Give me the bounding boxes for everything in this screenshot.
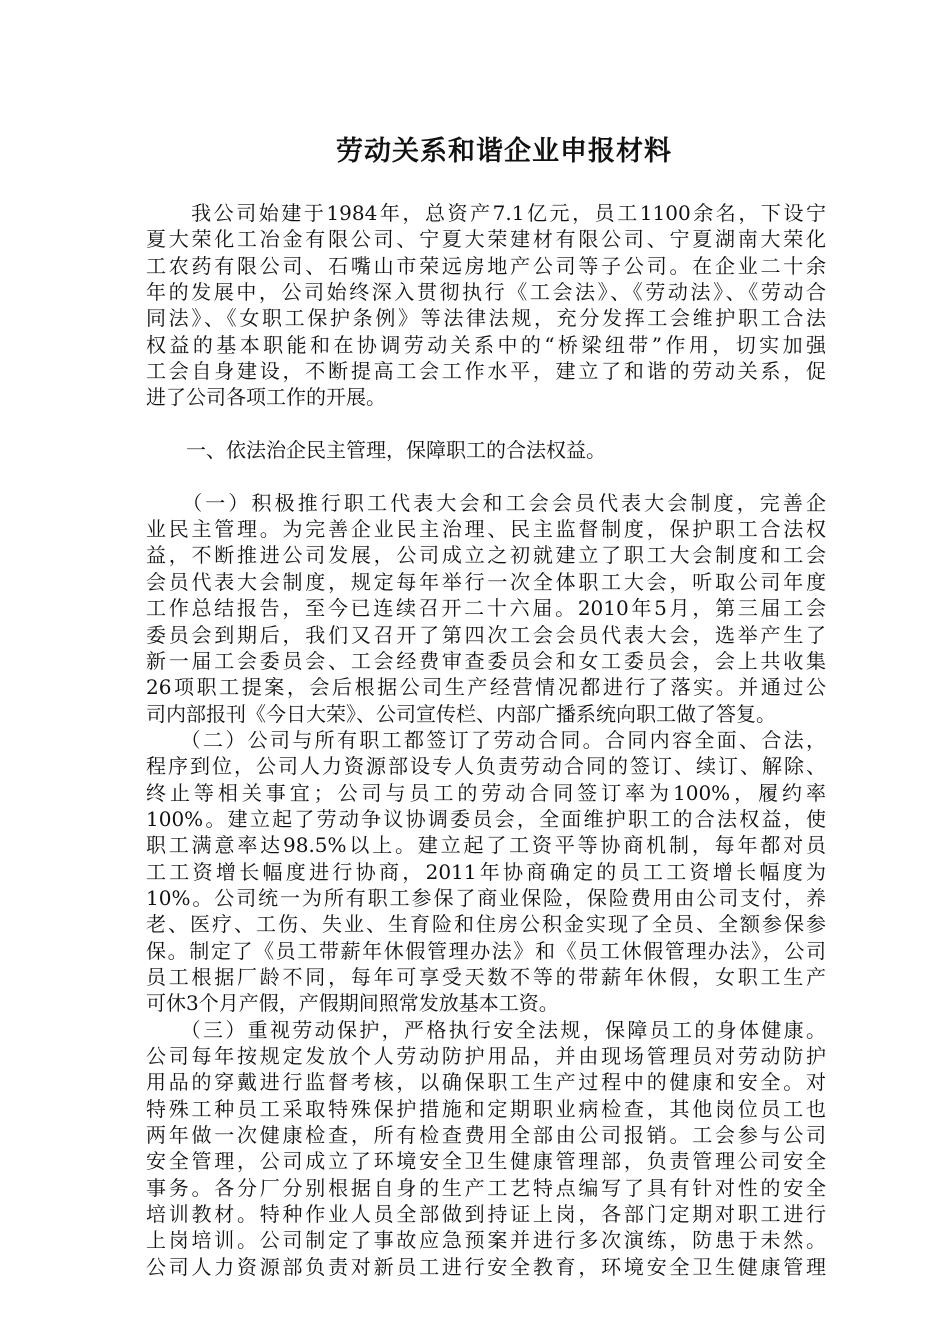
body-line: 我公司始建于1984年，总资产7.1亿元，员工1100余名，下设宁 [146,201,826,225]
body-line: （三）重视劳动保护，严格执行安全法规，保障员工的身体健康。 [146,1017,826,1042]
body-line: 一、依法治企民主管理，保障职工的合法权益。 [146,438,606,463]
body-line: 同法》、《女职工保护条例》等法律法规，充分发挥工会维护职工合法 [146,306,826,331]
body-line: 程序到位，公司人力资源部设专人负责劳动合同的签订、续订、解除、 [146,754,826,779]
body-line: 业民主管理。为完善企业民主治理、民主监督制度，保护职工合法权 [146,517,826,542]
body-line: 工农药有限公司、石嘴山市荣远房地产公司等子公司。在企业二十余 [146,253,826,278]
body-line: 公司每年按规定发放个人劳动防护用品，并由现场管理员对劳动防护 [146,1044,826,1068]
body-line: 终止等相关事宜；公司与员工的劳动合同签订率为100%，履约率 [146,780,826,805]
document-body [146,200,826,1280]
body-line: 益，不断推进公司发展，公司成立之初就建立了职工大会制度和工会 [146,543,826,568]
document-title: 劳动关系和谐企业申报材料 [336,136,672,167]
body-line: 司内部报刊《今日大荣》、公司宣传栏、内部广播系统向职工做了答复。 [146,701,776,726]
body-line: 进了公司各项工作的开展。 [146,385,386,410]
blank-line [146,463,826,489]
body-line: 年的发展中，公司始终深入贯彻执行《工会法》、《劳动法》、《劳动合 [146,280,826,305]
body-line: 新一届工会委员会、工会经费审查委员会和女工委员会，会上共收集 [146,648,826,673]
body-line: 26项职工提案，会后根据公司生产经营情况都进行了落实。并通过公 [146,675,826,700]
body-line: 老、医疗、工伤、失业、生育险和住房公积金实现了全员、全额参保参 [146,912,826,937]
body-line: 100%。建立起了劳动争议协调委员会，全面维护职工的合法权益，使 [146,806,826,831]
body-line: 安全管理，公司成立了环境安全卫生健康管理部，负责管理公司安全 [146,1149,826,1174]
body-line: 上岗培训。公司制定了事故应急预案并进行多次演练，防患于未然。 [146,1228,826,1253]
blank-line [146,411,826,437]
body-line: 可休3个月产假，产假期间照常发放基本工资。 [146,991,559,1016]
body-line: 保。制定了《员工带薪年休假管理办法》和《员工休假管理办法》，公司 [146,938,826,963]
body-line: 工作总结报告，至今已连续召开二十六届。2010年5月，第三届工会 [146,596,826,621]
body-line: （一）积极推行职工代表大会和工会会员代表大会制度，完善企 [146,490,826,515]
body-line: 公司人力资源部负责对新员工进行安全教育，环境安全卫生健康管理 [146,1254,826,1279]
body-line: 工工资增长幅度进行协商，2011年协商确定的员工工资增长幅度为 [146,859,826,884]
body-line: 用品的穿戴进行监督考核，以确保职工生产过程中的健康和安全。对 [146,1070,826,1095]
body-line: （二）公司与所有职工都签订了劳动合同。合同内容全面、合法， [146,727,826,752]
body-line: 员工根据厂龄不同，每年可享受天数不等的带薪年休假，女职工生产 [146,964,826,989]
body-line: 事务。各分厂分别根据自身的生产工艺特点编写了具有针对性的安全 [146,1175,826,1200]
body-line: 会员代表大会制度，规定每年举行一次全体职工大会，听取公司年度 [146,569,826,594]
body-line: 10%。公司统一为所有职工参保了商业保险，保险费用由公司支付，养 [146,885,826,910]
body-line: 职工满意率达98.5%以上。建立起了工资平等协商机制，每年都对员 [146,833,826,858]
body-line: 夏大荣化工冶金有限公司、宁夏大荣建材有限公司、宁夏湖南大荣化 [146,227,826,252]
body-line: 特殊工种员工采取特殊保护措施和定期职业病检查，其他岗位员工也 [146,1096,826,1121]
body-line: 培训教材。特种作业人员全部做到持证上岗，各部门定期对职工进行 [146,1202,826,1227]
body-line: 两年做一次健康检查，所有检查费用全部由公司报销。工会参与公司 [146,1123,826,1148]
body-line: 工会自身建设，不断提高工会工作水平，建立了和谐的劳动关系，促 [146,359,826,384]
body-line: 委员会到期后，我们又召开了第四次工会会员代表大会，选举产生了 [146,622,826,647]
body-line: 权益的基本职能和在协调劳动关系中的“桥梁纽带”作用，切实加强 [146,332,826,357]
